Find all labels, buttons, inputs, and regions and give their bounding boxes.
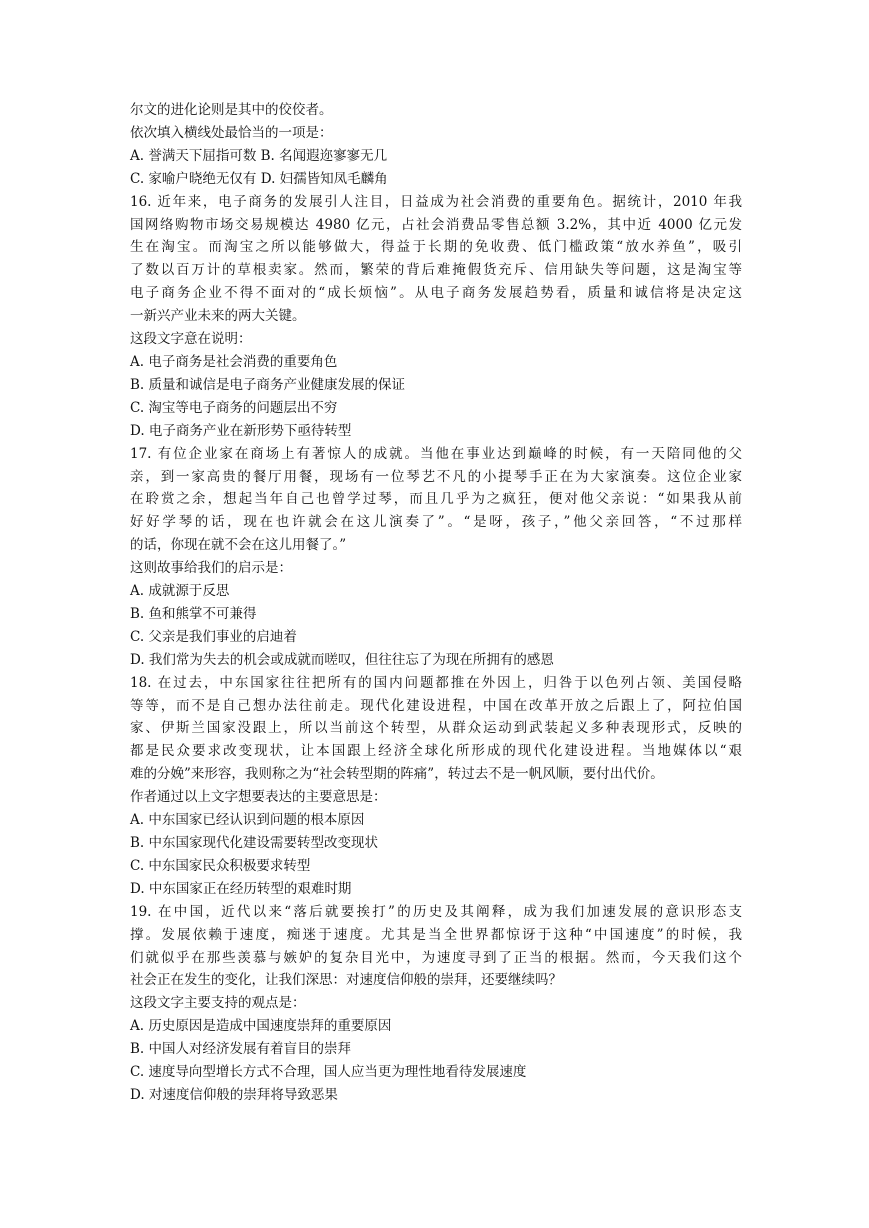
q16-option-a: A. 电子商务是社会消费的重要角色 <box>130 353 338 370</box>
q15-text-end: 尔文的进化论则是其中的佼佼者。 <box>130 102 333 118</box>
q19-passage <box>130 901 742 993</box>
q17-line: 亲，到一家高贵的餐厅用餐，现场有一位琴艺不凡的小提琴手正在为大家演奏。这位企业家 <box>130 468 742 485</box>
q16-line: 了数以百万计的草根卖家。然而，繁荣的背后难掩假货充斥、信用缺失等问题，这是淘宝等 <box>130 262 742 279</box>
q15-options-cd: C. 家喻户晓绝无仅有 D. 妇孺皆知凤毛麟角 <box>130 170 388 187</box>
q18-prompt: 作者通过以上文字想要表达的主要意思是： <box>130 789 387 806</box>
q19-option-c: C. 速度导向型增长方式不合理，国人应当更为理性地看待发展速度 <box>130 1064 527 1081</box>
q16-line: 电子商务企业不得不面对的“成长烦恼”。从电子商务发展趋势看，质量和诚信将是决定这 <box>130 285 742 302</box>
q19-prompt: 这段文字主要支持的观点是： <box>130 995 306 1012</box>
q17-line: 17. 有位企业家在商场上有著惊人的成就。当他在事业达到巅峰的时候，有一天陪同他的父 <box>130 445 742 462</box>
q19-line: 19. 在中国，近代以来“落后就要挨打”的历史及其阐释，成为我们加速发展的意识形态支 <box>130 903 742 920</box>
q19-option-a: A. 历史原因是造成中国速度崇拜的重要原因 <box>130 1018 392 1035</box>
q17-prompt: 这则故事给我们的启示是： <box>130 560 292 577</box>
q17-option-c: C. 父亲是我们事业的启迪着 <box>130 628 297 645</box>
q19-option-b: B. 中国人对经济发展有着盲目的崇拜 <box>130 1041 352 1058</box>
q16-option-d: D. 电子商务产业在新形势下亟待转型 <box>130 422 352 439</box>
exam-page <box>130 99 742 1107</box>
q17-option-a: A. 成就源于反思 <box>130 583 230 600</box>
q17-line: 好好学琴的话，现在也许就会在这儿演奏了”。“是呀，孩子，”他父亲回答，“不过那样 <box>130 514 742 531</box>
q15-options-ab: A. 誉满天下屈指可数 B. 名闻遐迩寥寥无几 <box>130 147 388 164</box>
q16-line: 一新兴产业未来的两大关键。 <box>130 308 306 325</box>
q19-option-d: D. 对速度信仰般的崇拜将导致恶果 <box>130 1086 338 1103</box>
q15-prompt: 依次填入横线处最恰当的一项是： <box>130 124 333 141</box>
q18-option-a: A. 中东国家已经认识到问题的根本原因 <box>130 812 365 829</box>
q18-option-b: B. 中东国家现代化建设需要转型改变现状 <box>130 835 379 851</box>
q18-line: 18. 在过去，中东国家往往把所有的国内问题都推在外因上，归咎于以色列占领、美国侵略 <box>130 674 742 691</box>
q18-option-d: D. 中东国家正在经历转型的艰难时期 <box>130 880 352 897</box>
q19-line: 撑。发展依赖于速度，痴迷于速度。尤其是当全世界都惊讶于这种“中国速度”的时候，我 <box>130 926 742 943</box>
q16-line: 16. 近年来，电子商务的发展引人注目，日益成为社会消费的重要角色。据统计，2010 年我 <box>130 193 742 210</box>
q17-option-b: B. 鱼和熊掌不可兼得 <box>130 605 257 622</box>
q17-line: 在聆赏之余，想起当年自己也曾学过琴，而且几乎为之疯狂，便对他父亲说：“如果我从前 <box>130 491 742 508</box>
q16-prompt: 这段文字意在说明： <box>130 331 252 348</box>
q17-option-d: D. 我们常为失去的机会或成就而嗟叹，但往往忘了为现在所拥有的感恩 <box>130 651 554 668</box>
q16-line: 国网络购物市场交易规模达 4980 亿元，占社会消费品零售总额 3.2%，其中近 4000 亿元发 <box>130 216 742 233</box>
q19-line: 社会正在发生的变化，让我们深思：对速度信仰般的崇拜，还要继续吗？ <box>130 972 562 989</box>
q17-line: 的话，你现在就不会在这儿用餐了。” <box>130 537 347 554</box>
q16-line: 生在淘宝。而淘宝之所以能够做大，得益于长期的免收费、低门槛政策“放水养鱼”，吸引 <box>130 239 742 256</box>
q18-passage <box>130 672 742 787</box>
q18-line: 难的分娩”来形容，我则称之为“社会转型期的阵痛”，转过去不是一帆风顺，要付出代价。 <box>130 766 664 783</box>
q19-line: 们就似乎在那些羡慕与嫉妒的复杂目光中，为速度寻到了正当的根据。然而，今天我们这个 <box>130 949 742 966</box>
q17-passage <box>130 443 742 558</box>
q18-option-c: C. 中东国家民众积极要求转型 <box>130 857 311 874</box>
q18-line: 都是民众要求改变现状，让本国跟上经济全球化所形成的现代化建设进程。当地媒体以“艰 <box>130 743 742 760</box>
q16-passage <box>130 191 742 328</box>
q18-line: 等等，而不是自己想办法往前走。现代化建设进程，中国在改革开放之后跟上了，阿拉伯国 <box>130 697 742 714</box>
q16-option-c: C. 淘宝等电子商务的问题层出不穷 <box>130 399 338 416</box>
q16-option-b: B. 质量和诚信是电子商务产业健康发展的保证 <box>130 376 406 393</box>
q18-line: 家、伊斯兰国家没跟上，所以当前这个转型，从群众运动到武装起义多种表现形式，反映的 <box>130 720 742 737</box>
